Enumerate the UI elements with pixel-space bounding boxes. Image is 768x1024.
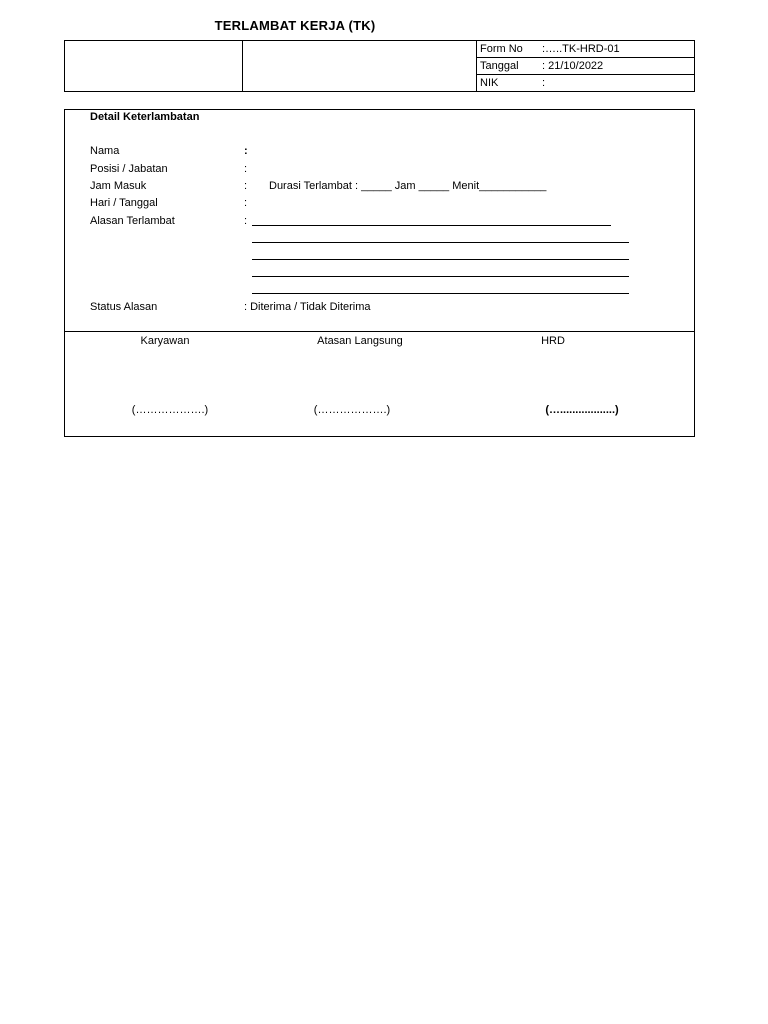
status-alasan-label: Status Alasan [90,301,158,313]
alasan-line-5 [252,293,629,294]
header-row-line-1 [476,57,694,58]
signature-divider [65,331,694,332]
tanggal-value: : 21/10/2022 [542,60,604,72]
signature-placeholder-hrd: (…..................) [545,404,619,416]
form-no-value: :…..TK-HRD-01 [542,43,620,55]
hari-tanggal-colon: : [244,197,248,209]
alasan-colon: : [244,215,248,227]
posisi-label: Posisi / Jabatan [90,163,168,175]
signature-placeholder-atasan: (……………….) [313,404,391,416]
signature-placeholder-karyawan: (……………….) [131,404,209,416]
signature-role-karyawan: Karyawan [140,335,190,347]
nama-label: Nama [90,145,120,157]
posisi-colon: : [244,163,248,175]
alasan-line-3 [252,259,629,260]
alasan-line-1 [252,225,611,226]
form-title: TERLAMBAT KERJA (TK) [214,18,376,33]
hari-tanggal-label: Hari / Tanggal [90,197,158,209]
alasan-line-2 [252,242,629,243]
durasi-terlambat-field: Durasi Terlambat : _____ Jam _____ Menit___________ [269,180,547,192]
nik-value: : [542,77,546,89]
signature-role-atasan: Atasan Langsung [317,335,403,347]
alasan-label: Alasan Terlambat [90,215,175,227]
jam-masuk-label: Jam Masuk [90,180,147,192]
status-alasan-value: : Diterima / Tidak Diterima [244,301,371,313]
nik-label: NIK [480,77,499,89]
section-title: Detail Keterlambatan [90,111,200,123]
signature-role-hrd: HRD [541,335,565,347]
header-divider-left [242,41,243,91]
header-row-line-2 [476,74,694,75]
tanggal-label: Tanggal [480,60,519,72]
jam-masuk-colon: : [244,180,248,192]
alasan-line-4 [252,276,629,277]
detail-section [64,109,695,437]
form-no-label: Form No [480,43,523,55]
nama-colon: : [244,145,248,157]
header-divider-right [476,41,477,91]
